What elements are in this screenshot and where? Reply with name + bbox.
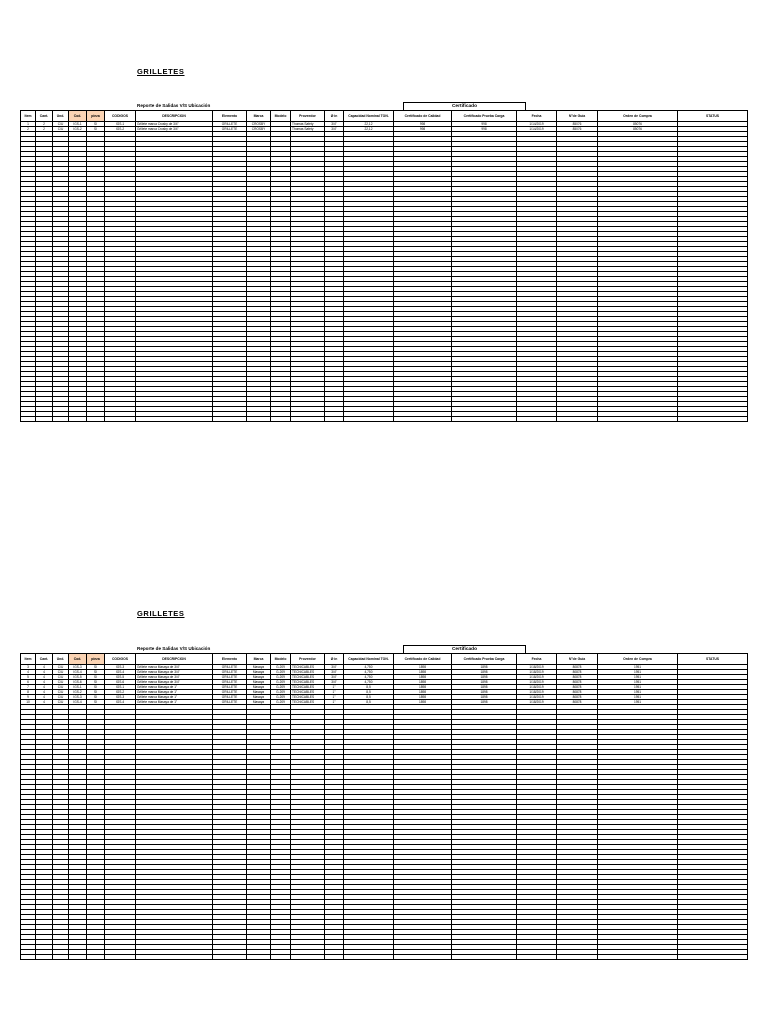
column-header: DESCRIPCION	[136, 654, 213, 665]
empty-cell	[325, 417, 344, 422]
header-row	[21, 111, 748, 122]
table-cell: TECNICABLES	[291, 665, 325, 670]
table-cell: SI	[87, 695, 105, 700]
empty-cell	[344, 417, 394, 422]
table-cell: 998	[452, 127, 517, 132]
table-cell: Masaya	[247, 700, 271, 705]
empty-cell	[394, 955, 452, 960]
table-cell: CROSBY	[247, 127, 271, 132]
table-cell: 5	[21, 675, 36, 680]
table-cell: 22,12	[344, 122, 394, 127]
table-cell: G-209	[271, 690, 291, 695]
column-header: Cant.	[36, 111, 53, 122]
table-cell: Grillete marca Masaya de 1"	[136, 685, 213, 690]
table-cell: 4,750	[344, 665, 394, 670]
empty-cell	[598, 417, 678, 422]
column-header: Certificado de Calidad	[394, 654, 452, 665]
table-cell: SI	[87, 665, 105, 670]
table-cell: 1898	[394, 695, 452, 700]
column-header: Elemento	[213, 111, 247, 122]
table-cell: TECNICABLES	[291, 695, 325, 700]
column-header: Cod.	[69, 111, 87, 122]
column-header: Item	[21, 111, 36, 122]
table-cell: IGS-1	[105, 122, 136, 127]
certificado-group-header: Certificado	[403, 645, 526, 653]
empty-cell	[36, 417, 53, 422]
table-cell: 4	[36, 690, 53, 695]
column-header: Cant.	[36, 654, 53, 665]
table-cell: 1951	[598, 690, 678, 695]
empty-cell	[291, 417, 325, 422]
table-cell: 1/18/2019	[517, 670, 557, 675]
column-header: Capacidad Nominal TON.	[344, 654, 394, 665]
table-cell: C/U	[53, 685, 69, 690]
column-header: Marca	[247, 654, 271, 665]
column-header: DESCRIPCION	[136, 111, 213, 122]
empty-cell	[452, 955, 517, 960]
table-cell: 1/14/2019	[517, 127, 557, 132]
table-cell: 80878	[557, 700, 598, 705]
table-cell: IGS-3	[105, 665, 136, 670]
table-cell: 80878	[557, 665, 598, 670]
column-header: STATUS	[678, 111, 748, 122]
table-cell: G-209	[271, 665, 291, 670]
table-cell: SI	[87, 675, 105, 680]
table-cell: 1951	[598, 700, 678, 705]
table-cell: TECNICABLES	[291, 700, 325, 705]
empty-cell	[213, 955, 247, 960]
sheet-title: GRILLETES	[137, 67, 185, 76]
table-cell: IGS-4	[105, 670, 136, 675]
table-cell: 1951	[598, 695, 678, 700]
column-header: Certificado Prueba Carga	[452, 654, 517, 665]
table-cell: G-209	[271, 670, 291, 675]
table-cell: TECNICABLES	[291, 680, 325, 685]
empty-cell	[247, 417, 271, 422]
column-header: Ø in	[325, 111, 344, 122]
table-cell: 1898	[452, 680, 517, 685]
column-header: STATUS	[678, 654, 748, 665]
table-cell: IGS-3	[105, 695, 136, 700]
table-cell: 1951	[598, 680, 678, 685]
table-cell: 1/18/2019	[517, 680, 557, 685]
table-cell: IGS-4	[69, 670, 87, 675]
empty-cell	[136, 417, 213, 422]
table-cell: IGS-2	[105, 127, 136, 132]
table-cell: 80878	[557, 670, 598, 675]
table-cell: 1/18/2019	[517, 700, 557, 705]
table-cell: 4	[21, 670, 36, 675]
column-header: Proveedor	[291, 654, 325, 665]
column-header: Capacidad Nominal TON.	[344, 111, 394, 122]
table-cell: TECNICABLES	[291, 675, 325, 680]
table-cell: 1898	[452, 665, 517, 670]
empty-cell	[678, 417, 748, 422]
empty-cell	[36, 955, 53, 960]
table-cell: 80878	[557, 685, 598, 690]
empty-cell	[598, 955, 678, 960]
sheet-subtitle: Reporte de Salidas V/S Ubicación	[137, 103, 211, 108]
table-cell: 1898	[394, 670, 452, 675]
table-cell: 3/4"	[325, 122, 344, 127]
table-cell: 6	[21, 680, 36, 685]
table-cell: 85076	[557, 127, 598, 132]
column-header: Und.	[53, 111, 69, 122]
sheet-subtitle: Reporte de Salidas V/S Ubicación	[137, 646, 211, 651]
column-header: CODIGOS	[105, 654, 136, 665]
table-cell: 998	[452, 122, 517, 127]
column-header: Item	[21, 654, 36, 665]
table-cell: 998	[394, 122, 452, 127]
table-cell: TECNICABLES	[291, 670, 325, 675]
table-cell: 1951	[598, 675, 678, 680]
table-cell: 1/18/2019	[517, 695, 557, 700]
table-cell: IGS-1	[69, 685, 87, 690]
table-cell: 1"	[325, 690, 344, 695]
table-cell: C/U	[53, 670, 69, 675]
table-cell: G-209	[271, 695, 291, 700]
report-table	[20, 653, 748, 960]
table-cell: 80878	[557, 690, 598, 695]
table-cell: 3/4"	[325, 680, 344, 685]
table-cell: Grillete marca Masaya de 3/4"	[136, 680, 213, 685]
column-header: Orden de Compra	[598, 654, 678, 665]
column-header: Cod.	[69, 654, 87, 665]
empty-cell	[105, 417, 136, 422]
empty-cell	[53, 417, 69, 422]
table-cell: 4,750	[344, 680, 394, 685]
table-cell: Grillete marca Masaya de 1"	[136, 695, 213, 700]
table-cell: 80878	[557, 680, 598, 685]
table-cell: Masaya	[247, 680, 271, 685]
table-cell: 4,750	[344, 675, 394, 680]
table-cell: 1951	[598, 665, 678, 670]
table-cell: 1898	[394, 680, 452, 685]
empty-cell	[557, 955, 598, 960]
table-cell: 1898	[394, 690, 452, 695]
table-cell: 2	[36, 122, 53, 127]
table-cell: Grillete marca Crosby de 3/4"	[136, 122, 213, 127]
table-cell: C/U	[53, 122, 69, 127]
column-header: Elemento	[213, 654, 247, 665]
table-cell: 1898	[394, 675, 452, 680]
table-cell: IGS-4	[105, 700, 136, 705]
table-cell: 4	[36, 700, 53, 705]
table-cell: 998	[394, 127, 452, 132]
column-header: Und.	[53, 654, 69, 665]
table-cell: 1"	[325, 700, 344, 705]
table-cell: C/U	[53, 690, 69, 695]
table-cell: GRILLETE	[213, 685, 247, 690]
table-cell: SI	[87, 700, 105, 705]
column-header: Fecha	[517, 111, 557, 122]
table-cell: 3/4"	[325, 665, 344, 670]
table-cell: 1898	[452, 700, 517, 705]
table-cell: 2	[21, 127, 36, 132]
empty-cell	[69, 417, 87, 422]
table-cell: Thomas Safety	[291, 127, 325, 132]
empty-cell	[87, 955, 105, 960]
column-header: pieza	[87, 654, 105, 665]
table-cell: 4	[36, 675, 53, 680]
table-cell: 4	[36, 685, 53, 690]
table-cell: 4	[36, 695, 53, 700]
empty-cell	[213, 417, 247, 422]
table-body	[21, 122, 748, 422]
column-header: Certificado de Calidad	[394, 111, 452, 122]
table-cell: 3/4"	[325, 670, 344, 675]
table-cell: 2	[36, 127, 53, 132]
table-cell: C/U	[53, 700, 69, 705]
table-cell: 80878	[557, 675, 598, 680]
table-cell: 8	[21, 690, 36, 695]
empty-cell	[105, 955, 136, 960]
table-cell: Grillete marca Masaya de 1"	[136, 700, 213, 705]
empty-cell	[517, 955, 557, 960]
table-cell: IGS-6	[69, 680, 87, 685]
table-cell: IGS-6	[105, 680, 136, 685]
empty-cell	[557, 417, 598, 422]
table-cell: Grillete marca Masaya de 3/4"	[136, 665, 213, 670]
table-cell: GRILLETE	[213, 665, 247, 670]
empty-cell	[678, 955, 748, 960]
table-cell: TECNICABLES	[291, 685, 325, 690]
certificado-group-header: Certificado	[403, 102, 526, 110]
table-cell: SI	[87, 127, 105, 132]
table-cell: Grillete marca Masaya de 1"	[136, 690, 213, 695]
header-row	[21, 654, 748, 665]
empty-cell	[21, 417, 36, 422]
table-cell: 85076	[557, 122, 598, 127]
table-cell: CROSBY	[247, 122, 271, 127]
table-cell: 8,5	[344, 695, 394, 700]
table-cell: 7	[21, 685, 36, 690]
table-cell: 85076	[598, 122, 678, 127]
table-cell: G-209	[271, 675, 291, 680]
table-cell: Masaya	[247, 690, 271, 695]
table-cell: 1898	[394, 665, 452, 670]
table-cell: IGS-1	[105, 685, 136, 690]
table-cell: 10	[21, 700, 36, 705]
table-cell: GRILLETE	[213, 680, 247, 685]
table-cell: SI	[87, 685, 105, 690]
table-cell: G-209	[271, 700, 291, 705]
table-cell: 1898	[394, 700, 452, 705]
table-cell: GRILLETE	[213, 675, 247, 680]
empty-cell	[136, 955, 213, 960]
empty-cell	[271, 955, 291, 960]
table-cell: GRILLETE	[213, 695, 247, 700]
table-cell: IGS-5	[69, 675, 87, 680]
table-cell: 1951	[598, 670, 678, 675]
table-cell: 1/14/2019	[517, 122, 557, 127]
empty-cell	[394, 417, 452, 422]
table-cell: SI	[87, 122, 105, 127]
table-cell: Grillete marca Masaya de 3/4"	[136, 675, 213, 680]
table-cell: 1951	[598, 685, 678, 690]
column-header: Fecha	[517, 654, 557, 665]
table-cell: 1898	[452, 670, 517, 675]
column-header: N°de Guía	[557, 111, 598, 122]
sheet-title: GRILLETES	[137, 609, 185, 618]
column-header: Modelo	[271, 654, 291, 665]
column-header: N°de Guía	[557, 654, 598, 665]
table-cell: IGS-3	[69, 665, 87, 670]
column-header: Modelo	[271, 111, 291, 122]
table-cell: 1898	[452, 685, 517, 690]
table-cell: SI	[87, 690, 105, 695]
empty-cell	[517, 417, 557, 422]
table-cell: Grillete marca Crosby de 3/4"	[136, 127, 213, 132]
table-cell: 1/18/2019	[517, 690, 557, 695]
table-cell: C/U	[53, 127, 69, 132]
table-cell: 85076	[598, 127, 678, 132]
table-cell: IGS-2	[69, 127, 87, 132]
table-cell: TECNICABLES	[291, 690, 325, 695]
table-cell: Masaya	[247, 670, 271, 675]
table-cell: 8,5	[344, 700, 394, 705]
table-cell: 1/18/2019	[517, 685, 557, 690]
table-cell: Thomas Safety	[291, 122, 325, 127]
table-cell: 1/18/2019	[517, 675, 557, 680]
table-cell: 1"	[325, 695, 344, 700]
empty-cell	[325, 955, 344, 960]
empty-row	[21, 417, 748, 422]
table-cell: 4	[36, 680, 53, 685]
column-header: Marca	[247, 111, 271, 122]
column-header: Ø in	[325, 654, 344, 665]
table-cell: C/U	[53, 680, 69, 685]
table-cell: SI	[87, 670, 105, 675]
table-cell: 1898	[452, 675, 517, 680]
table-cell: 1	[21, 122, 36, 127]
table-cell: IGS-2	[69, 690, 87, 695]
empty-cell	[344, 955, 394, 960]
table-cell: G-209	[271, 685, 291, 690]
column-header: Orden de Compra	[598, 111, 678, 122]
column-header: CODIGOS	[105, 111, 136, 122]
table-cell: 4,750	[344, 670, 394, 675]
table-cell: GRILLETE	[213, 700, 247, 705]
table-cell: 22,12	[344, 127, 394, 132]
empty-cell	[21, 955, 36, 960]
table-cell: 4	[36, 670, 53, 675]
table-cell: GRILLETE	[213, 690, 247, 695]
table-body	[21, 665, 748, 960]
table-cell: Masaya	[247, 675, 271, 680]
table-cell: 1898	[394, 685, 452, 690]
table-cell: IGS-4	[69, 700, 87, 705]
table-cell: Masaya	[247, 695, 271, 700]
empty-cell	[247, 955, 271, 960]
empty-row	[21, 955, 748, 960]
table-cell: G-209	[271, 680, 291, 685]
table-cell: 3/4"	[325, 127, 344, 132]
column-header: Proveedor	[291, 111, 325, 122]
table-cell: Grillete marca Masaya de 3/4"	[136, 670, 213, 675]
column-header: Certificado Prueba Carga	[452, 111, 517, 122]
table-cell: Masaya	[247, 685, 271, 690]
table-cell: 8,5	[344, 685, 394, 690]
table-cell: 4	[36, 665, 53, 670]
table-cell: 1/18/2019	[517, 665, 557, 670]
table-cell: 3/4"	[325, 675, 344, 680]
table-cell: IGS-3	[69, 695, 87, 700]
table-cell: C/U	[53, 675, 69, 680]
table-cell: GRILLETE	[213, 670, 247, 675]
table-cell: 80878	[557, 695, 598, 700]
empty-cell	[69, 955, 87, 960]
table-cell: 1"	[325, 685, 344, 690]
column-header: pieza	[87, 111, 105, 122]
report-table	[20, 110, 748, 422]
empty-cell	[291, 955, 325, 960]
empty-cell	[452, 417, 517, 422]
table-cell: 3	[21, 665, 36, 670]
table-cell: 1898	[452, 690, 517, 695]
empty-cell	[87, 417, 105, 422]
table-cell: 1898	[452, 695, 517, 700]
table-cell: GRILLETE	[213, 122, 247, 127]
table-cell: SI	[87, 680, 105, 685]
table-cell: Masaya	[247, 665, 271, 670]
table-cell: IGS-1	[69, 122, 87, 127]
table-cell: 9	[21, 695, 36, 700]
table-cell: IGS-5	[105, 675, 136, 680]
empty-cell	[271, 417, 291, 422]
table-cell: GRILLETE	[213, 127, 247, 132]
table-cell: 8,5	[344, 690, 394, 695]
table-cell: C/U	[53, 665, 69, 670]
table-cell: IGS-2	[105, 690, 136, 695]
empty-cell	[53, 955, 69, 960]
table-cell: C/U	[53, 695, 69, 700]
